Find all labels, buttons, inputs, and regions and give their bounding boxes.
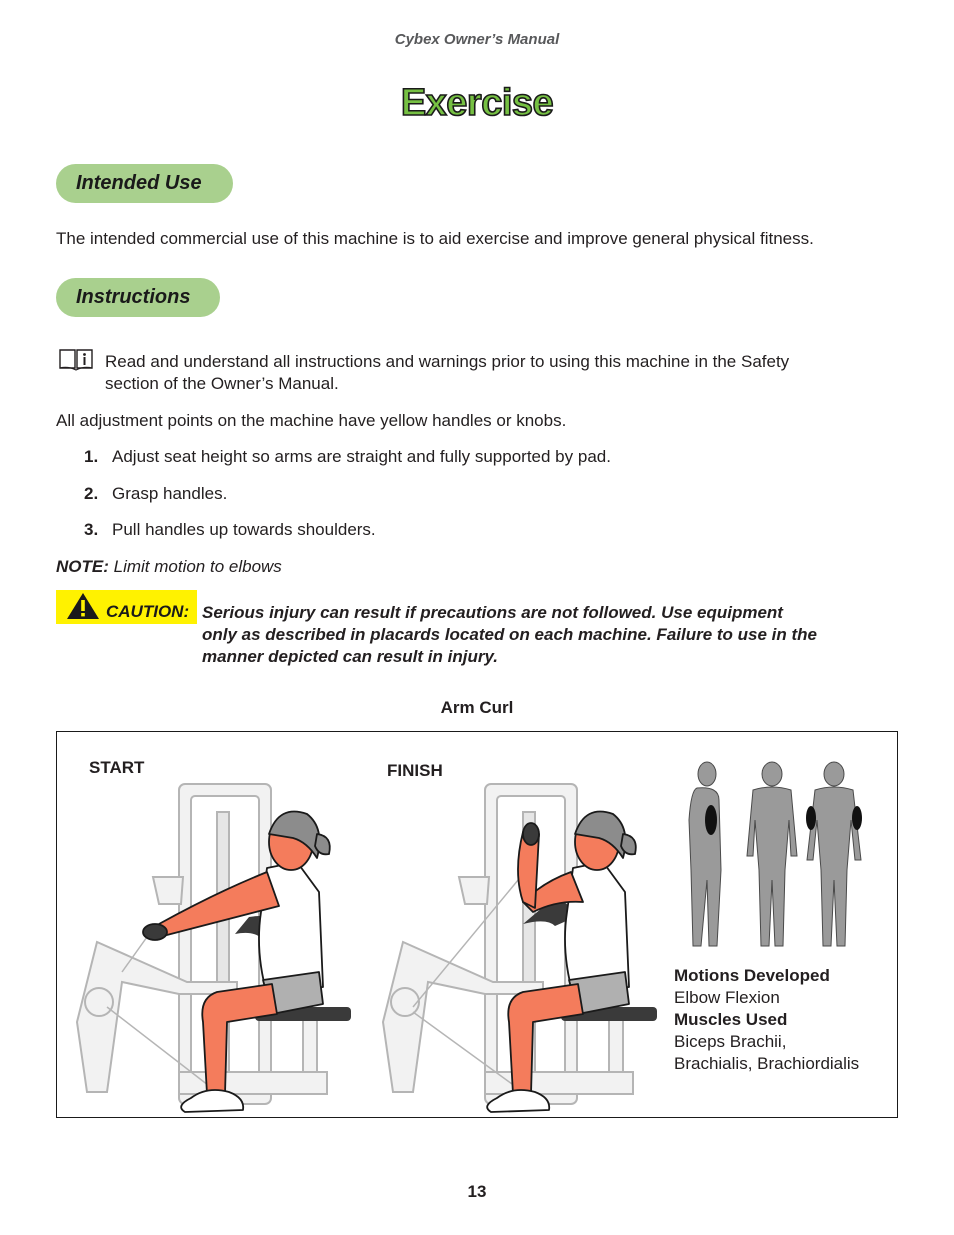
caution-line: Serious injury can result if precautions are not followed. Use equipment (202, 603, 783, 622)
exercise-figure (56, 731, 898, 1118)
step-number: 2. (84, 484, 99, 503)
caution-label: CAUTION: (106, 602, 190, 621)
instructions-heading: Instructions (56, 278, 220, 317)
muscle-info (674, 965, 859, 1075)
start-position-illustration (67, 772, 367, 1117)
muscles-line: Brachialis, Brachiordialis (674, 1054, 860, 1073)
page-number: 13 (467, 1182, 487, 1201)
caution-line: only as described in placards located on each machine. Failure to use in the (202, 625, 818, 644)
muscle-diagram-illustration (679, 760, 869, 952)
figure-caption: Arm Curl (440, 698, 514, 717)
muscles-line: Biceps Brachii, (674, 1032, 787, 1051)
finish-label: FINISH (387, 761, 443, 780)
step-number: 3. (84, 520, 99, 539)
finish-position-illustration (373, 772, 673, 1117)
step-text: Grasp handles. (112, 484, 228, 503)
step-text: Pull handles up towards shoulders. (112, 520, 376, 539)
read-instructions-line1: Read and understand all instructions and warnings prior to using this machine in the Safety (105, 352, 790, 371)
running-header: Cybex Owner’s Manual (394, 31, 560, 48)
warning-triangle-icon (66, 592, 100, 620)
step-number: 1. (84, 447, 99, 466)
manual-book-icon (58, 347, 94, 371)
note (56, 556, 282, 578)
adjustment-note: All adjustment points on the machine have yellow handles or knobs. (56, 411, 567, 430)
step-text: Adjust seat height so arms are straight and fully supported by pad. (112, 447, 611, 466)
note-text: Limit motion to elbows (113, 557, 282, 576)
intended-use-text: The intended commercial use of this machine is to aid exercise and improve general physical fitness. (56, 229, 814, 248)
intended-use-heading: Intended Use (56, 164, 233, 203)
muscles-heading: Muscles Used (674, 1010, 788, 1029)
note-label: NOTE: (56, 557, 109, 576)
start-label: START (89, 758, 145, 777)
caution-text (202, 602, 902, 668)
page-title: Exercise (400, 82, 554, 124)
caution-line: manner depicted can result in injury. (202, 647, 498, 666)
read-instructions-line2: section of the Owner’s Manual. (105, 374, 339, 393)
motions-value: Elbow Flexion (674, 988, 780, 1007)
motions-heading: Motions Developed (674, 966, 830, 985)
